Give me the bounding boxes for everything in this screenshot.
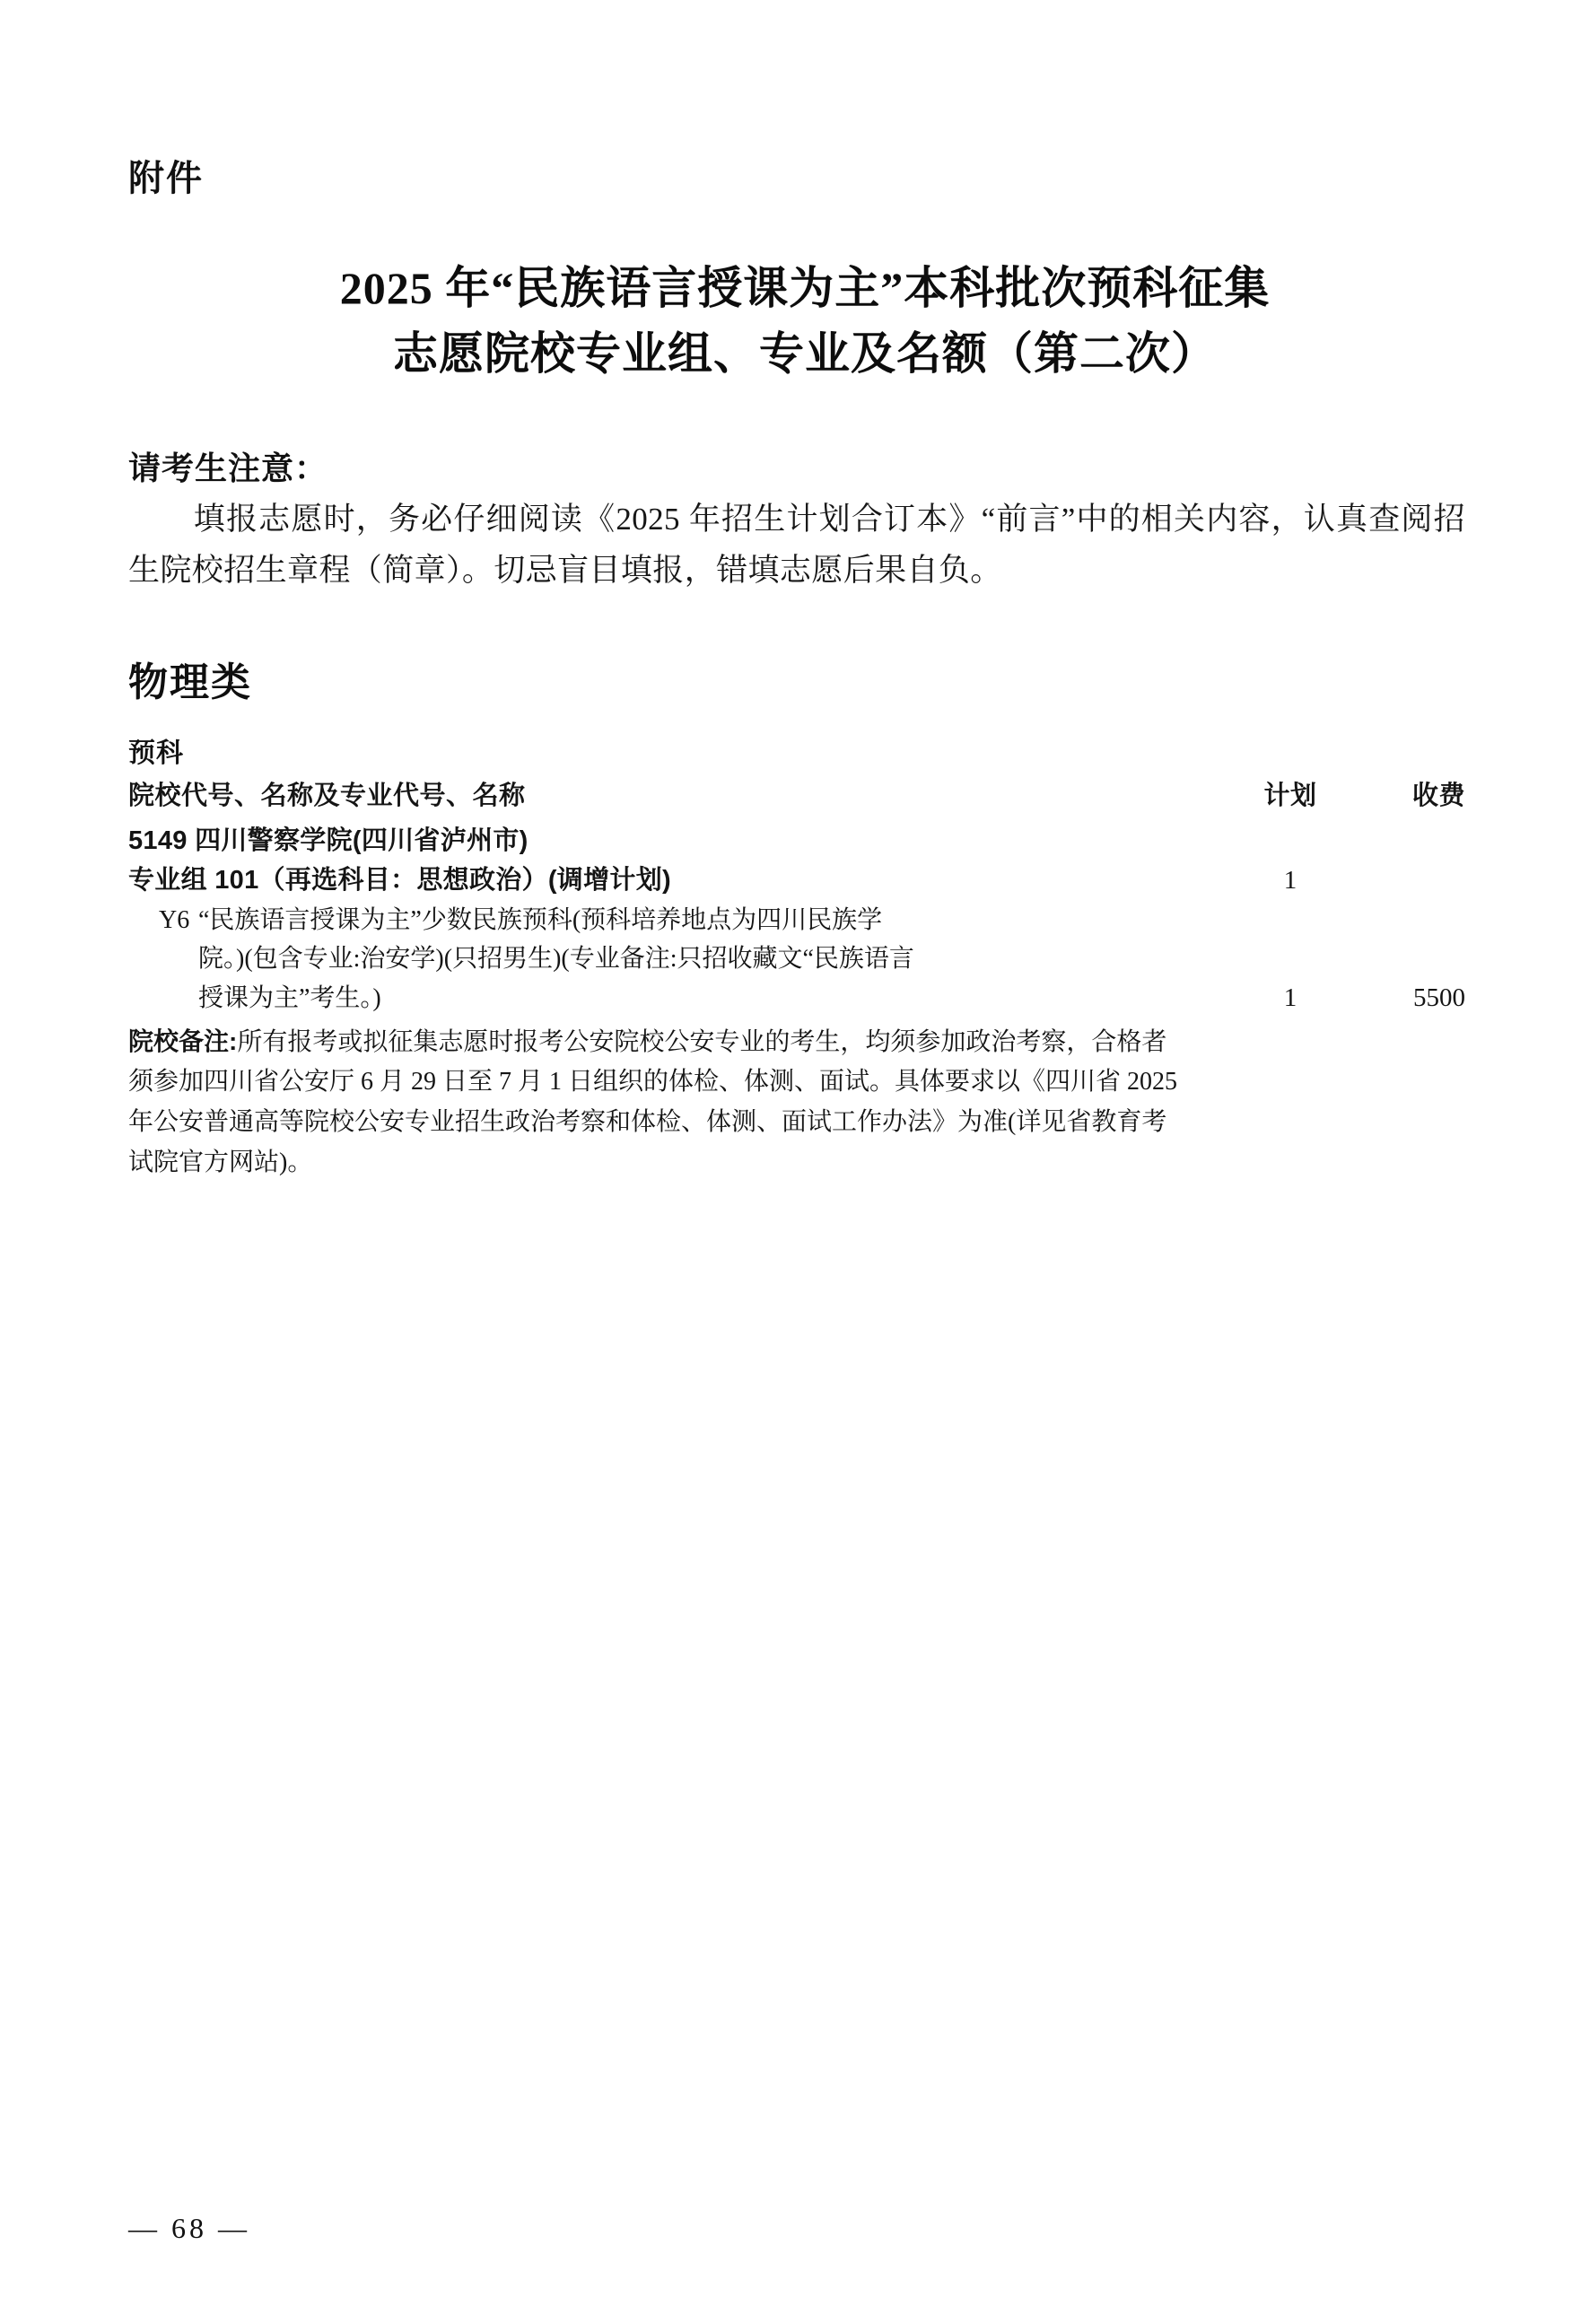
major-code: Y6: [159, 905, 190, 934]
major-group-plan: 1: [1283, 866, 1297, 896]
notice-heading: 请考生注意：: [128, 450, 328, 486]
major-name-line-3: 授课为主”考生。): [198, 983, 381, 1012]
institution-remark-line-3: 年公安普通高等院校公安专业招生政治考察和体检、体测、面试工作办法》为准(详见省教育考: [128, 1108, 1167, 1137]
major-group-row: [128, 861, 1465, 900]
column-header-plan: 计划: [1263, 782, 1317, 811]
section-title: 物理类: [128, 660, 252, 705]
page-content: [128, 157, 1465, 1184]
institution-remark-label: 院校备注:: [128, 1027, 238, 1055]
subsection-title: 预科: [128, 738, 184, 769]
major-fee: 5500: [1413, 983, 1465, 1013]
institution-name: 5149 四川警察学院(四川省泸州市): [128, 826, 529, 856]
major-row: [128, 901, 1465, 1018]
page-title-line-2: 志愿院校专业组、专业及名额（第二次）: [393, 328, 1217, 379]
notice-paragraph: [128, 494, 1465, 596]
institution-remark-line-2: 须参加四川省公安厅 6 月 29 日至 7 月 1 日组织的体检、体测、面试。具体要求以《四川省 2025: [128, 1068, 1178, 1096]
page-title: [152, 256, 1442, 386]
institution-row: [128, 821, 1465, 861]
column-header-name: 院校代号、名称及专业代号、名称: [128, 782, 526, 811]
major-plan: 1: [1283, 983, 1297, 1013]
institution-remark: [128, 1022, 1465, 1184]
major-name-line-2: 院。)(包含专业:治安学)(只招男生)(专业备注:只招收藏文“民族语言: [198, 945, 914, 974]
institution-remark-line-1: 所有报考或拟征集志愿时报考公安院校公安专业的考生，均须参加政治考察，合格者: [237, 1027, 1167, 1056]
column-header-fee: 收费: [1411, 782, 1465, 811]
table-header-row: [128, 775, 1465, 812]
institution-remark-line-4: 试院官方网站)。: [128, 1148, 313, 1176]
page-number: — 68 —: [128, 2212, 250, 2244]
attachment-label: 附件: [128, 158, 204, 198]
major-group-name: 专业组 101（再选科目：思想政治）(调增计划): [128, 866, 671, 896]
notice-text: 填报志愿时，务必仔细阅读《2025 年招生计划合订本》“前言”中的相关内容，认真查阅招生院校招生章程（简章）。切忌盲目填报，错填志愿后果自负。: [128, 502, 1465, 588]
page-title-line-1: 2025 年“民族语言授课为主”本科批次预科征集: [339, 263, 1271, 313]
major-description: [128, 901, 1232, 1018]
major-name-line-1: “民族语言授课为主”少数民族预科(预科培养地点为四川民族学: [198, 905, 883, 934]
